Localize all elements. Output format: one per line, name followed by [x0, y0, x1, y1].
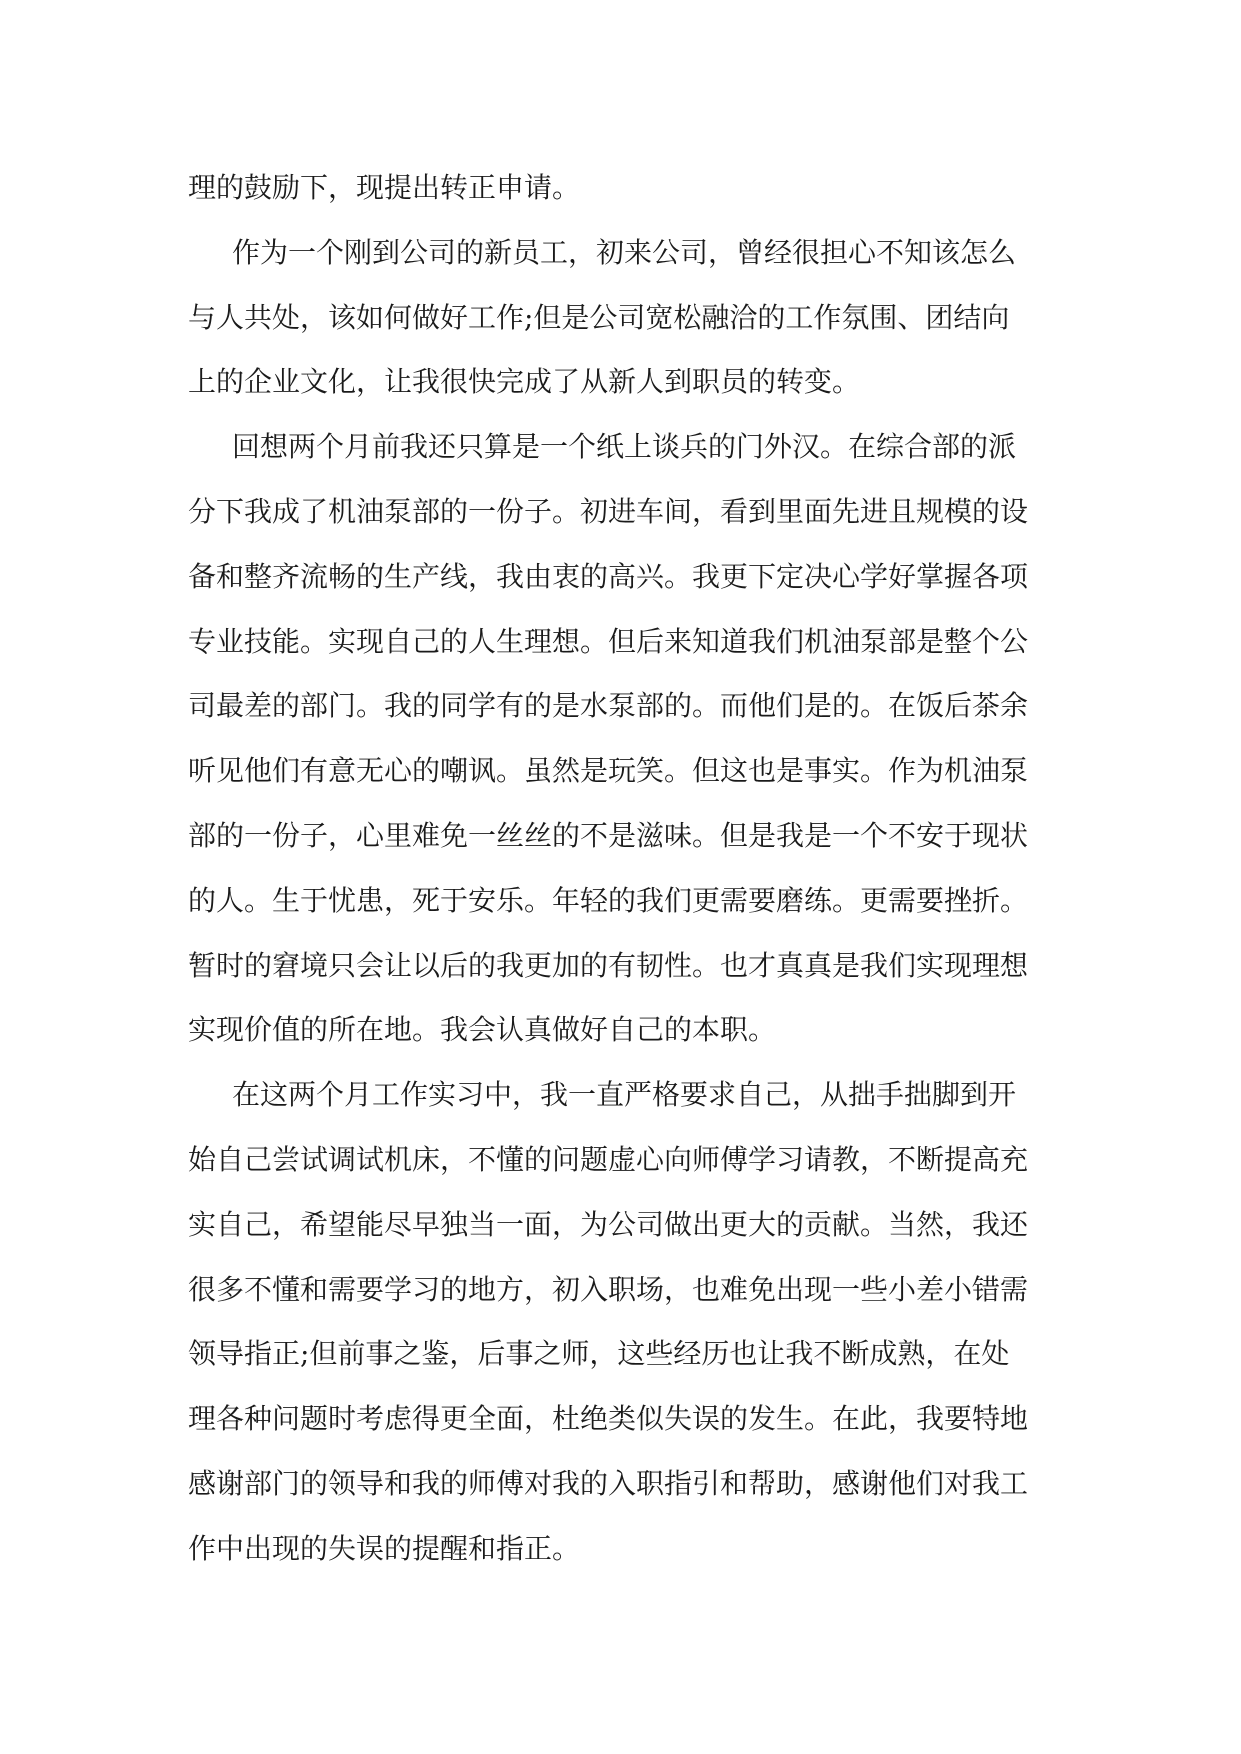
text-line-18: 很多不懂和需要学习的地方，初入职场，也难免出现一些小差小错需 — [188, 1272, 1029, 1306]
text-line-17: 实自己，希望能尽早独当一面，为公司做出更大的贡献。当然，我还 — [188, 1207, 1029, 1241]
text-line-1: 理的鼓励下，现提出转正申请。 — [188, 171, 581, 204]
body-text — [188, 156, 1078, 1582]
text-line-20: 理各种问题时考虑得更全面，杜绝类似失误的发生。在此，我要特地 — [188, 1402, 1029, 1436]
text-line-15: 在这两个月工作实习中，我一直严格要求自己，从拙手拙脚到开 — [232, 1078, 1017, 1112]
text-line-16: 始自己尝试调试机床，不懂的问题虚心向师傅学习请教，不断提高充 — [188, 1142, 1029, 1176]
text-line-11: 部的一份子，心里难免一丝丝的不是滋味。但是我是一个不安于现状 — [188, 818, 1029, 852]
text-line-4: 上的企业文化，让我很快完成了从新人到职员的转变。 — [188, 365, 861, 399]
text-line-14: 实现价值的所在地。我会认真做好自己的本职。 — [188, 1013, 777, 1047]
text-line-19: 领导指正;但前事之鉴，后事之师，这些经历也让我不断成熟，在处 — [188, 1337, 1010, 1371]
text-line-3: 与人共处，该如何做好工作;但是公司宽松融洽的工作氛围、团结向 — [188, 300, 1010, 334]
text-line-2: 作为一个刚到公司的新员工，初来公司，曾经很担心不知该怎么 — [232, 235, 1017, 269]
text-line-21: 感谢部门的领导和我的师傅对我的入职指引和帮助，感谢他们对我工 — [188, 1466, 1029, 1500]
text-line-8: 专业技能。实现自己的人生理想。但后来知道我们机油泵部是整个公 — [188, 624, 1029, 658]
text-line-10: 听见他们有意无心的嘲讽。虽然是玩笑。但这也是事实。作为机油泵 — [188, 754, 1029, 788]
text-line-9: 司最差的部门。我的同学有的是水泵部的。而他们是的。在饭后茶余 — [188, 689, 1029, 723]
text-line-5: 回想两个月前我还只算是一个纸上谈兵的门外汉。在综合部的派 — [232, 430, 1017, 464]
text-line-6: 分下我成了机油泵部的一份子。初进车间，看到里面先进且规模的设 — [188, 494, 1029, 528]
text-line-7: 备和整齐流畅的生产线，我由衷的高兴。我更下定决心学好掌握各项 — [188, 559, 1029, 593]
text-line-22: 作中出现的失误的提醒和指正。 — [188, 1531, 581, 1565]
text-line-12: 的人。生于忧患，死于安乐。年轻的我们更需要磨练。更需要挫折。 — [188, 883, 1029, 917]
text-line-13: 暂时的窘境只会让以后的我更加的有韧性。也才真真是我们实现理想 — [188, 948, 1029, 982]
